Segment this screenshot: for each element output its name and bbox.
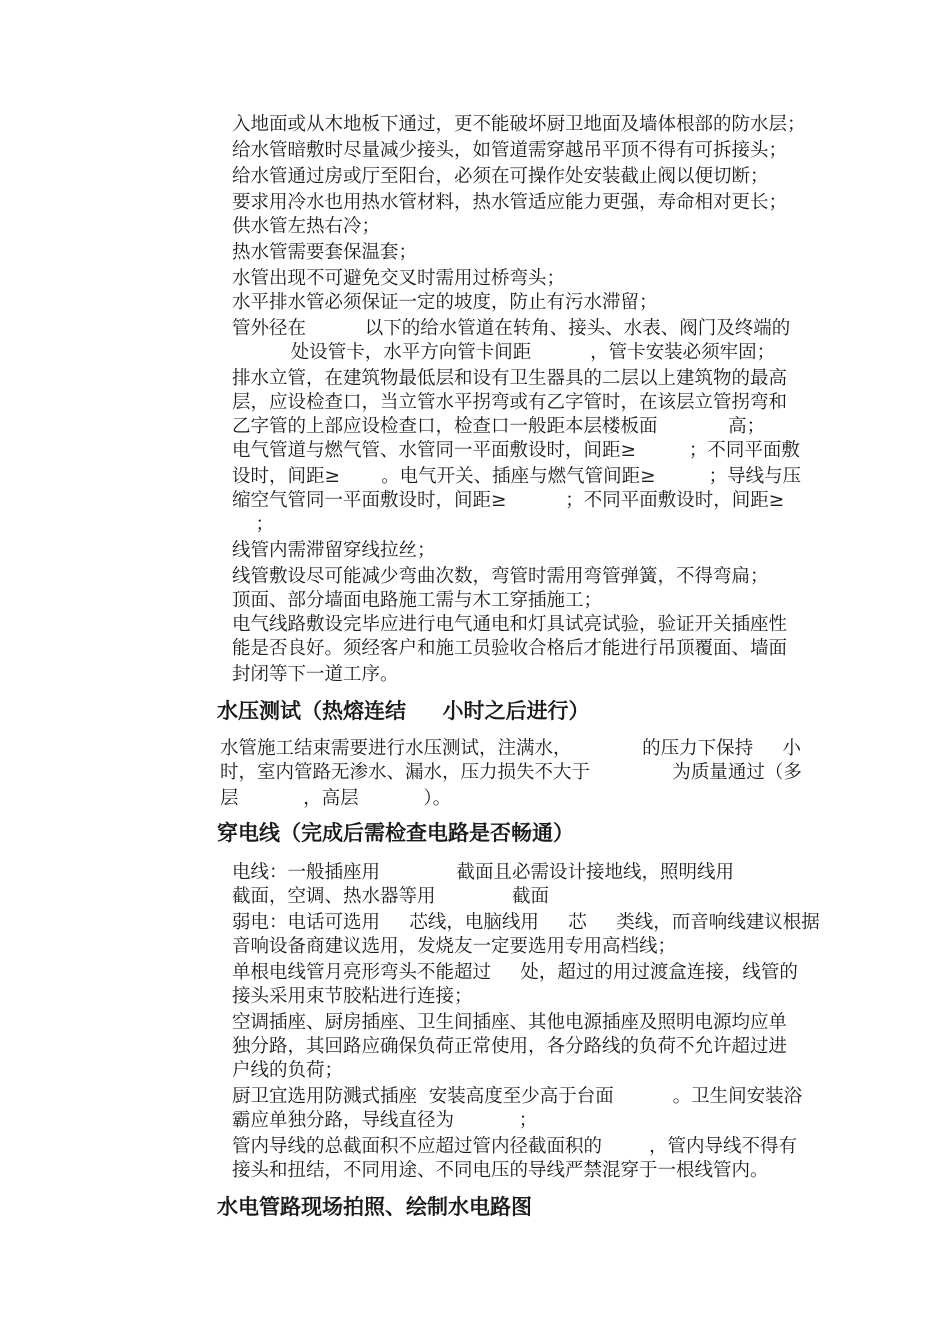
wiring-line: 空调插座、厨房插座、卫生间插座、其他电源插座及照明电源均应单 <box>232 1012 788 1033</box>
rule-line: 水平排水管必须保证一定的坡度，防止有污水滞留； <box>232 292 658 313</box>
rule-line: 给水管暗敷时尽量减少接头，如管道需穿越吊平顶不得有可拆接头； <box>232 140 788 161</box>
rule-line: 能是否良好。须经客户和施工员验收合格后才能进行吊顶覆面、墙面 <box>232 638 788 659</box>
wiring-line: 户线的负荷； <box>232 1060 344 1081</box>
rule-line: 封闭等下一道工序。 <box>232 664 399 685</box>
rule-line: 缩空气管同一平面敷设时，间距≥ ；不同平面敷设时，间距≥ <box>232 490 785 511</box>
rule-line: 入地面或从木地板下通过，更不能破坏厨卫地面及墙体根部的防水层； <box>232 114 806 135</box>
rule-line: 要求用冷水也用热水管材料，热水管适应能力更强，寿命相对更长； <box>232 192 788 213</box>
wiring-line: 截面，空调、热水器等用 截面 <box>232 886 549 907</box>
rule-line: ； <box>232 514 275 535</box>
pressure-test-line: 时，室内管路无渗水、漏水，压力损失不大于 为质量通过（多 <box>220 762 802 783</box>
wiring-line: 管内导线的总截面积不应超过管内径截面积的 ，管内导线不得有 <box>232 1136 798 1157</box>
wiring-line: 接头和扭结，不同用途、不同电压的导线严禁混穿于一根线管内。 <box>232 1160 769 1181</box>
rule-line: 层，应设检查口，当立管水平拐弯或有乙字管时，在该层立管拐弯和 <box>232 392 788 413</box>
rule-line: 给水管通过房或厅至阳台，必须在可操作处安装截止阀以便切断； <box>232 166 769 187</box>
rule-line: 处设管卡，水平方向管卡间距 ，管卡安装必须牢固； <box>232 342 776 363</box>
rule-line: 排水立管，在建筑物最低层和设有卫生器具的二层以上建筑物的最高 <box>232 368 788 389</box>
wiring-line: 独分路，其回路应确保负荷正常使用，各分路线的负荷不允许超过进 <box>232 1036 788 1057</box>
rule-line: 线管内需滞留穿线拉丝； <box>232 540 436 561</box>
rule-line: 电气管道与燃气管、水管同一平面敷设时，间距≥ ；不同平面敷 <box>232 440 800 461</box>
wiring-line: 接头采用束节胶粘进行连接； <box>232 986 473 1007</box>
rule-line: 供水管左热右冷； <box>232 216 381 237</box>
rule-line: 设时，间距≥ 。电气开关、插座与燃气管间距≥ ；导线与压 <box>232 466 802 487</box>
pressure-test-line: 水管施工结束需要进行水压测试，注满水， 的压力下保持 小 <box>220 738 801 759</box>
final-section-heading: 水电管路现场拍照、绘制水电路图 <box>217 1194 532 1219</box>
rule-line: 顶面、部分墙面电路施工需与木工穿插施工； <box>232 590 603 611</box>
rule-line: 管外径在 以下的给水管道在转角、接头、水表、阀门及终端的 <box>232 318 791 339</box>
wiring-line: 单根电线管月亮形弯头不能超过 处，超过的用过渡盒连接，线管的 <box>232 962 798 983</box>
wiring-line: 厨卫宜选用防溅式插座 安装高度至少高于台面 。卫生间安装浴 <box>232 1086 803 1107</box>
pressure-test-heading: 水压测试（热熔连结 小时之后进行） <box>217 698 590 723</box>
rule-line: 电气线路敷设完毕应进行电气通电和灯具试亮试验，验证开关插座性 <box>232 614 788 635</box>
rule-line: 线管敷设尽可能减少弯曲次数，弯管时需用弯管弹簧，不得弯扁； <box>232 566 769 587</box>
pressure-test-line: 层 ，高层 ）。 <box>220 788 452 809</box>
wiring-line: 音响设备商建议选用，发烧友一定要选用专用高档线； <box>232 936 677 957</box>
wiring-line: 弱电：电话可选用 芯线，电脑线用 芯 类线，而音响线建议根据 <box>232 912 820 933</box>
rule-line: 热水管需要套保温套； <box>232 242 418 263</box>
rule-line: 水管出现不可避免交叉时需用过桥弯头； <box>232 268 566 289</box>
wiring-line: 电线：一般插座用 截面且必需设计接地线，照明线用 <box>232 862 734 883</box>
rule-line: 乙字管的上部应设检查口，检查口一般距本层楼板面 高； <box>232 416 766 437</box>
wiring-heading: 穿电线（完成后需检查电路是否畅通） <box>217 820 574 845</box>
wiring-line: 霸应单独分路，导线直径为 ； <box>232 1110 538 1131</box>
